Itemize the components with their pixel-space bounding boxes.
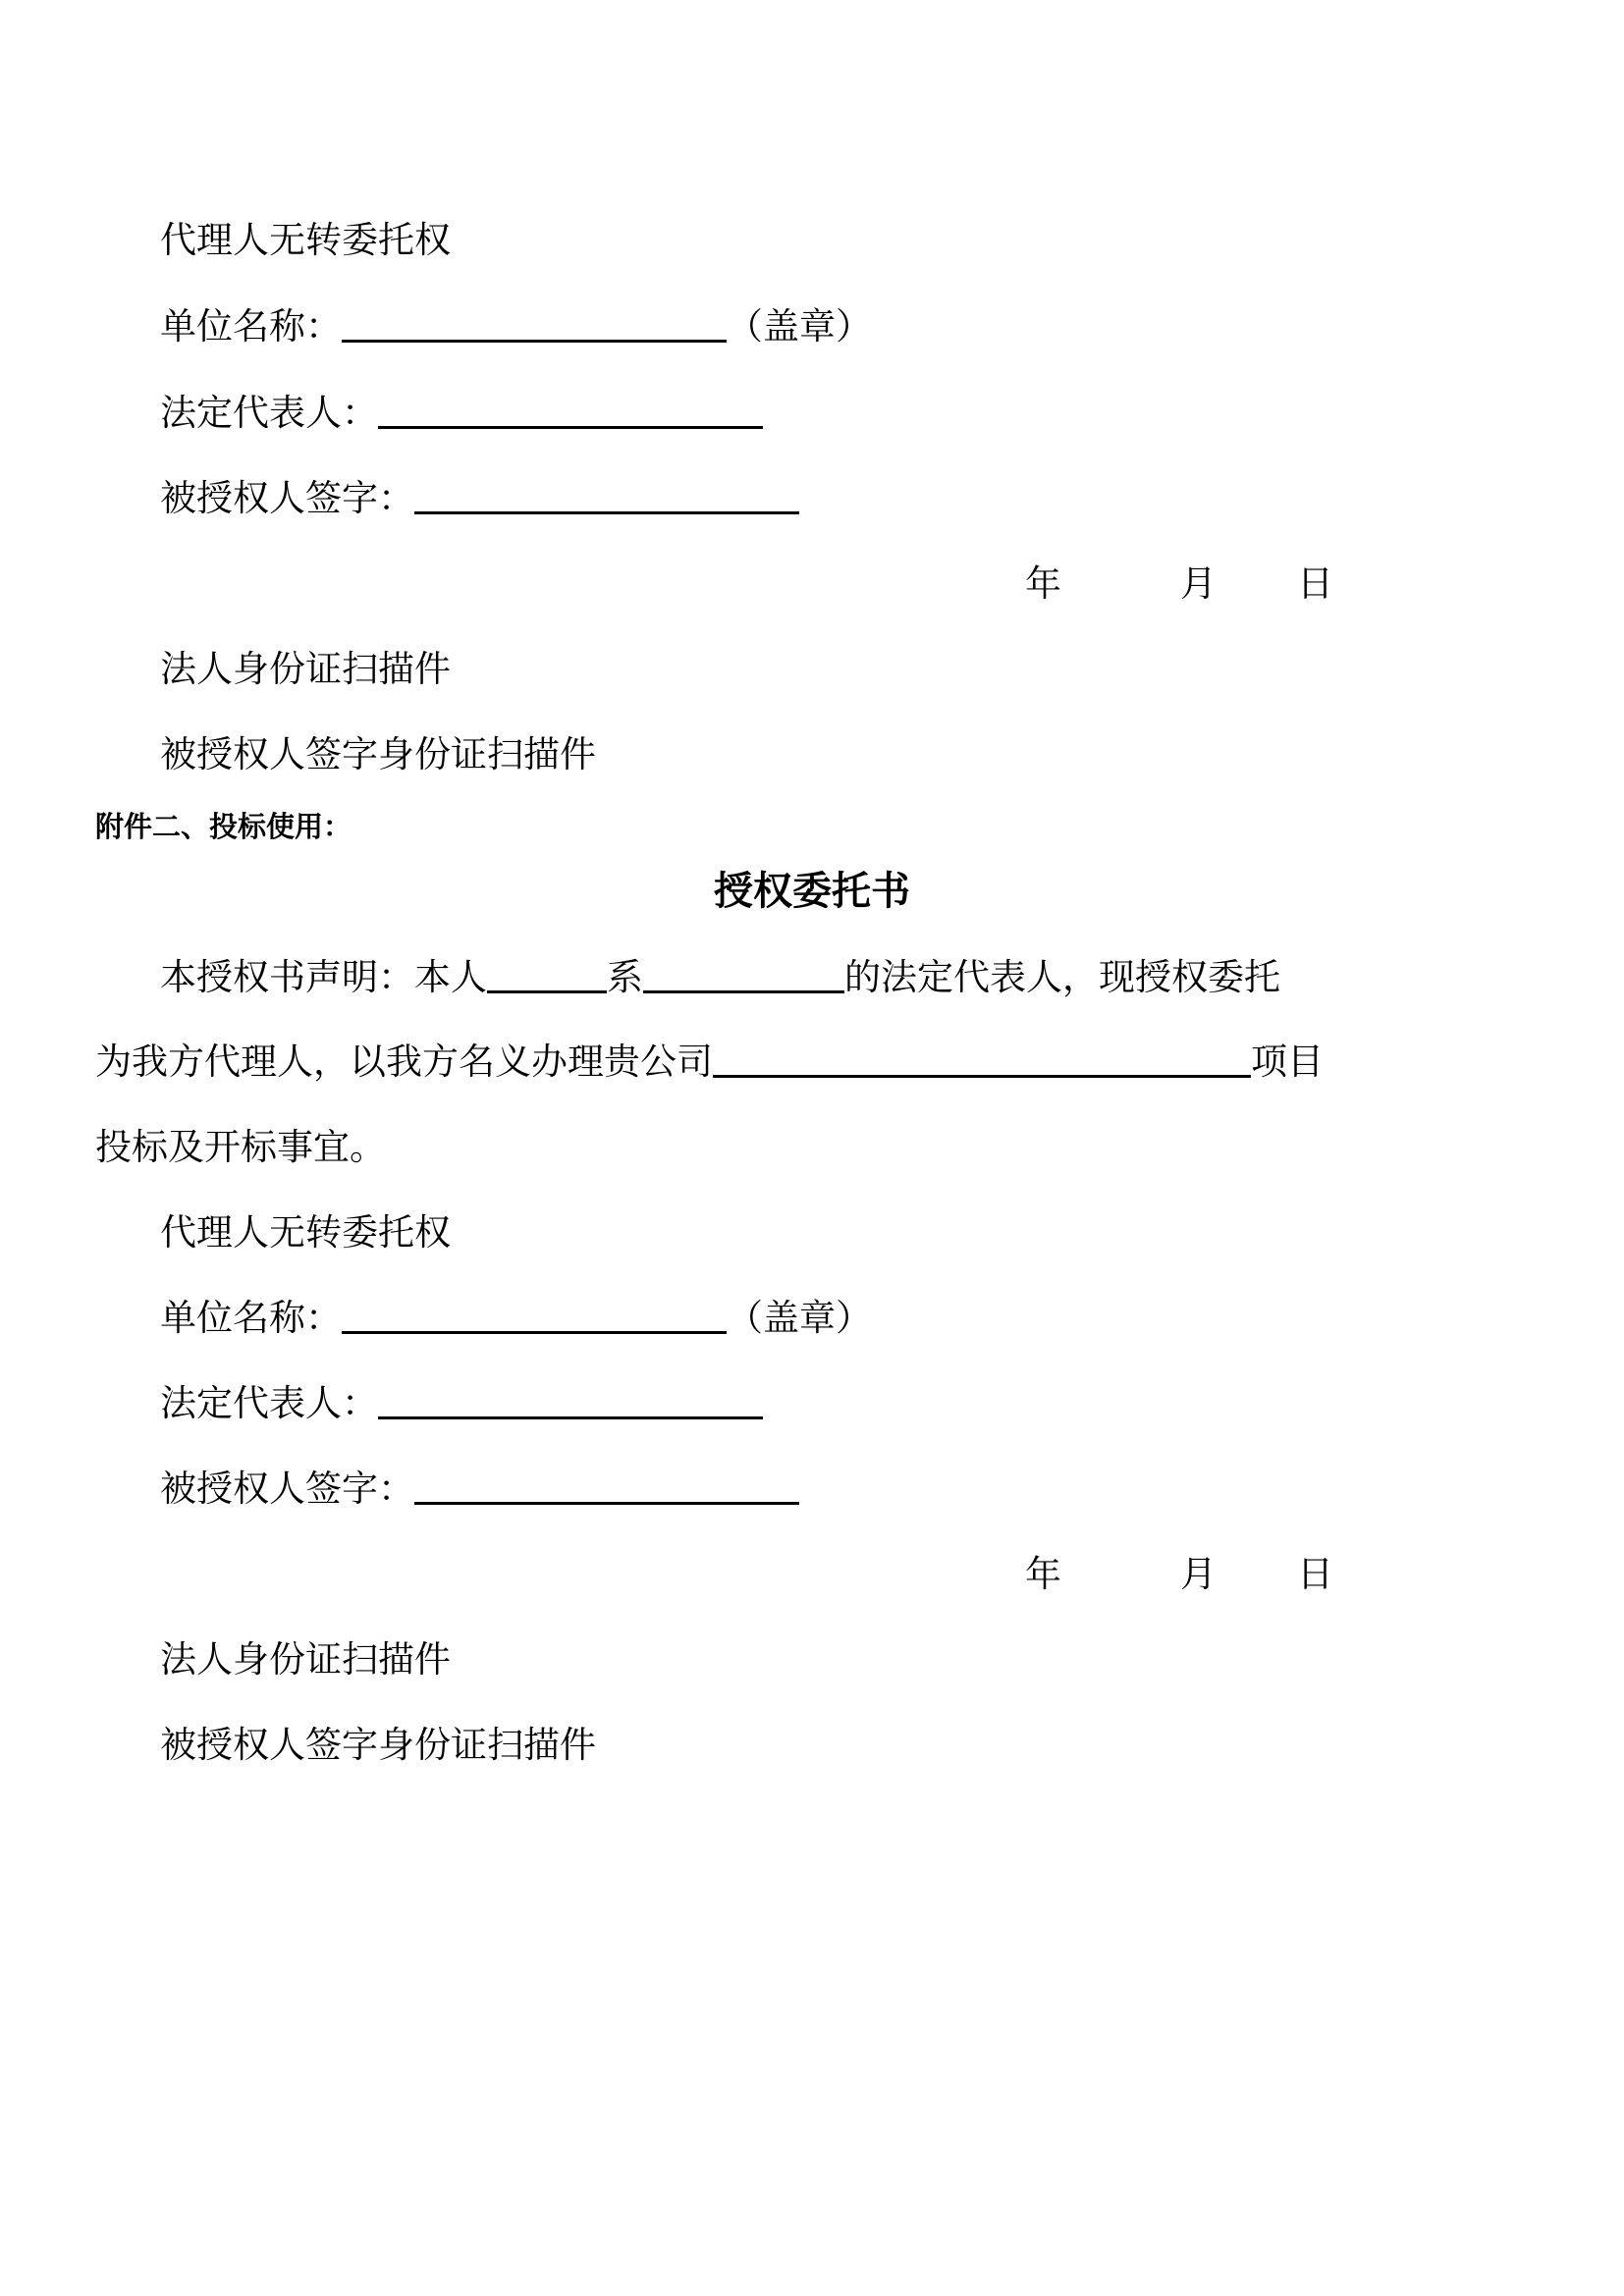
statement-line-1	[160, 955, 1280, 1000]
unit-name-blank[interactable]	[342, 306, 727, 343]
project-blank[interactable]	[713, 1041, 1251, 1078]
signature-row	[160, 476, 799, 521]
unit-name-label-2: 单位名称：	[160, 1297, 342, 1339]
unit-name-blank-2[interactable]	[342, 1298, 727, 1334]
statement-text-c: 的法定代表人，现授权委托	[844, 956, 1280, 998]
seal-note-2: （盖章）	[727, 1297, 872, 1339]
no-transfer-text: 代理人无转委托权	[160, 219, 451, 261]
document-title: 授权委托书	[714, 869, 910, 914]
unit-name-row-2	[160, 1296, 872, 1341]
date-day: 日	[1297, 562, 1333, 605]
unit-name-label: 单位名称：	[160, 305, 342, 347]
legal-rep-label-2: 法定代表人：	[160, 1382, 378, 1424]
date-day-2: 日	[1297, 1553, 1333, 1595]
date-year: 年	[1025, 562, 1061, 605]
statement-line-2	[95, 1040, 1324, 1085]
authorized-id-scan-2: 被授权人签字身份证扫描件	[160, 1724, 596, 1766]
legal-id-scan: 法人身份证扫描件	[160, 648, 451, 690]
legal-rep-row	[160, 391, 763, 436]
legal-rep-blank[interactable]	[378, 393, 763, 429]
signature-label-2: 被授权人签字：	[160, 1468, 414, 1510]
signature-blank-2[interactable]	[414, 1468, 799, 1505]
authorized-id-scan: 被授权人签字身份证扫描件	[160, 733, 596, 775]
unit-name-row	[160, 304, 872, 349]
signature-blank[interactable]	[414, 478, 799, 514]
statement-text-b: 系	[607, 956, 643, 998]
signature-label: 被授权人签字：	[160, 477, 414, 519]
statement-text-a: 本授权书声明：本人	[160, 956, 487, 998]
person-name-blank[interactable]	[487, 957, 607, 993]
legal-id-scan-2: 法人身份证扫描件	[160, 1638, 451, 1681]
date-year-2: 年	[1025, 1553, 1061, 1595]
legal-rep-label: 法定代表人：	[160, 392, 378, 434]
legal-rep-blank-2[interactable]	[378, 1383, 763, 1419]
statement-text-e: 项目	[1251, 1041, 1324, 1083]
statement-line-3: 投标及开标事宜。	[95, 1126, 386, 1168]
appendix-heading: 附件二、投标使用：	[95, 810, 352, 843]
seal-note: （盖章）	[727, 305, 872, 347]
statement-text-d: 为我方代理人，以我方名义办理贵公司	[95, 1041, 713, 1083]
signature-row-2	[160, 1467, 799, 1512]
company-blank[interactable]	[643, 957, 844, 993]
date-month: 月	[1180, 562, 1217, 605]
date-month-2: 月	[1180, 1553, 1217, 1595]
legal-rep-row-2	[160, 1381, 763, 1426]
no-transfer-text-2: 代理人无转委托权	[160, 1211, 451, 1254]
